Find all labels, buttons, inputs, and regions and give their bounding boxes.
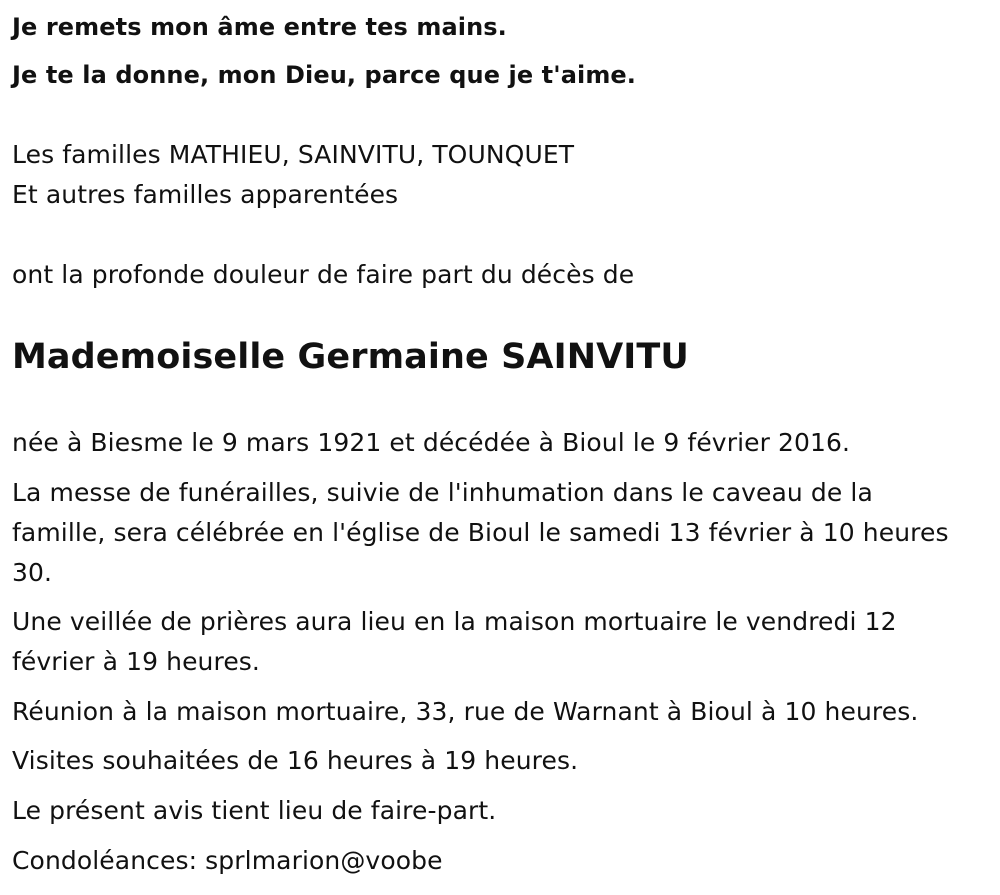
deceased-name: Mademoiselle Germaine SAINVITU	[12, 337, 689, 377]
funeral-line-2: famille, sera célébrée en l'église de Bioul le samedi 13 février à 10 heures	[12, 518, 949, 547]
vigil-line-2: février à 19 heures.	[12, 647, 260, 676]
families-line-2: Et autres familles apparentées	[12, 180, 399, 209]
funeral-line-1: La messe de funérailles, suivie de l'inhumation dans le caveau de la	[12, 478, 873, 507]
birth-death-text: née à Biesme le 9 mars 1921 et décédée à Bioul le 9 février 2016.	[12, 428, 851, 457]
vigil-line-1: Une veillée de prières aura lieu en la maison mortuaire le vendredi 12	[12, 607, 897, 636]
verse-line-2: Je te la donne, mon Dieu, parce que je t'aime.	[12, 61, 637, 89]
verse-line-1: Je remets mon âme entre tes mains.	[12, 13, 507, 41]
funeral-line-3: 30.	[12, 558, 53, 587]
announcement-text: ont la profonde douleur de faire part du décès de	[12, 260, 635, 289]
meeting-text: Réunion à la maison mortuaire, 33, rue de Warnant à Bioul à 10 heures.	[12, 697, 919, 726]
families-line-1: Les familles MATHIEU, SAINVITU, TOUNQUET	[12, 140, 575, 169]
condolences-text: Condoléances: sprlmarion@voobe	[12, 846, 443, 875]
notice-text: Le présent avis tient lieu de faire-part.	[12, 796, 497, 825]
visits-text: Visites souhaitées de 16 heures à 19 heures.	[12, 746, 579, 775]
